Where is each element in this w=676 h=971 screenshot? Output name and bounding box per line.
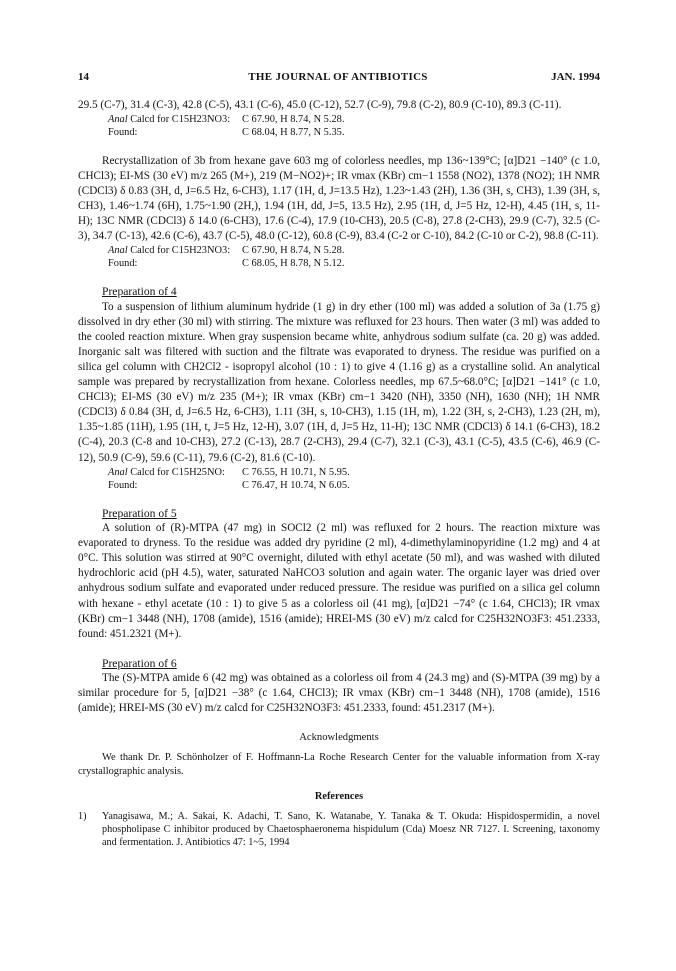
article-body <box>78 98 600 850</box>
elemental-analysis-3a <box>78 113 600 139</box>
section-heading-6: Preparation of 6 <box>102 656 177 670</box>
anal-label: Anal <box>108 245 128 257</box>
references-heading: References <box>314 790 364 802</box>
elemental-analysis-4 <box>78 466 600 492</box>
reference-item <box>78 810 600 850</box>
anal-calcd-label: Calcd for C15H25NO: <box>130 466 225 478</box>
anal-calcd-values: C 67.90, H 8.74, N 5.28. <box>242 245 345 257</box>
elemental-analysis-3b <box>78 244 600 270</box>
continued-nmr-text: 29.5 (C-7), 31.4 (C-3), 42.8 (C-5), 43.1 (C-6), 45.0 (C-12), 52.7 (C-9), 79.8 (C-2), 80.9 (C-10), 89.3 (C-11). <box>78 99 562 111</box>
running-header <box>76 70 600 86</box>
anal-calcd-label: Calcd for C15H23NO3: <box>130 114 231 126</box>
reference-number: 1) <box>78 810 87 822</box>
anal-found-label: Found: <box>108 479 138 491</box>
anal-found-label: Found: <box>108 258 138 270</box>
acknowledgments-heading: Acknowledgments <box>299 732 379 744</box>
anal-found-values: C 68.05, H 8.78, N 5.12. <box>242 258 345 270</box>
section-heading-4: Preparation of 4 <box>102 285 177 299</box>
page-number: 14 <box>78 71 89 83</box>
anal-calcd-values: C 67.90, H 8.74, N 5.28. <box>242 114 345 126</box>
anal-found-values: C 76.47, H 10.74, N 6.05. <box>242 479 350 491</box>
anal-calcd-values: C 76.55, H 10.71, N 5.95. <box>242 466 350 478</box>
anal-label: Anal <box>108 114 128 126</box>
paragraph-3b: Recrystallization of 3b from hexane gave 603 mg of colorless needles, mp 136~139°C; [α]D21 −140° (c 1.0, CHCl3); EI-MS (30 eV) m/z 265 (M+), 219 (M−NO2)+; IR νmax (KBr) cm−1 1558 (NO2), 1378 (NO2); 1H NMR (CDCl3) δ 0.83 (3H, d, J=6.5 Hz, 6-CH3), 1.17 (1H, d, J=13.5 Hz), 1.23~1.43 (2H), 1.36 (3H, s, CH3), 1.39 (3H, s, CH3), 1.46~1.74 (6H), 1.75~1.90 (2H,), 1.94 (1H, dd, J=5, 13.5 Hz), 2.95 (1H, d, J=5 Hz, 12-H), 4.45 (1H, s, 11-H); 13C NMR (CDCl3) δ 14.0 (6-CH3), 17.6 (C-4), 17.9 (10-CH3), 20.5 (C-8), 27.8 (2-CH3), 29.9 (C-7), 32.5 (C-3), 34.7 (C-13), 42.6 (C-6), 43.7 (C-5), 48.0 (C-12), 60.8 (C-9), 83.4 (C-2 or C-10), 84.2 (C-10 or C-2), 98.8 (C-11). <box>78 154 600 242</box>
paragraph-preparation-5: A solution of (R)-MTPA (47 mg) in SOCl2 (2 ml) was refluxed for 2 hours. The reaction mixture was evaporated to dryness. To the residue was added dry pyridine (2 ml), 4-dimethylaminopyridine (1.2 mg) and 4 at 0°C. This solution was stirred at 90°C overnight, diluted with ethyl acetate (50 ml), and was washed with diluted hydrochloric acid (pH 4.5), water, saturated NaHCO3 solution and again water. The organic layer was dried over anhydrous sodium sulfate and evaporated under reduced pressure. The residue was purified on a silica gel column with hexane - ethyl acetate (10 : 1) to give 5 as a colorless oil (41 mg), [α]D21 −74° (c 1.64, CHCl3); IR νmax (KBr) cm−1 3448 (NH), 1708 (amide), 1516 (amide); HREI-MS (30 eV) m/z calcd for C25H32NO3F3: 451.2333, found: 451.2321 (M+). <box>78 522 600 640</box>
anal-label: Anal <box>108 466 128 478</box>
anal-found-values: C 68.04, H 8.77, N 5.35. <box>242 127 345 139</box>
acknowledgments-text: We thank Dr. P. Schönholzer of F. Hoffmann-La Roche Research Center for the valuable information from X-ray crystallographic analysis. <box>78 752 600 777</box>
paragraph-preparation-6: The (S)-MTPA amide 6 (42 mg) was obtained as a colorless oil from 4 (24.3 mg) and (S)-MTPA (39 mg) by a similar procedure for 5, [α]D21 −38° (c 1.64, CHCl3); IR νmax (KBr) cm−1 3448 (NH), 1708 (amide), 1516 (amide); HREI-MS (30 eV) m/z calcd for C25H32NO3F3: 451.2333, found: 451.2317 (M+). <box>78 671 600 715</box>
paragraph-preparation-4: To a suspension of lithium aluminum hydride (1 g) in dry ether (100 ml) was added a solution of 3a (1.75 g) dissolved in dry ether (30 ml) with stirring. The mixture was refluxed for 23 hours. Then water (3 ml) was added to the cooled reaction mixture. When gray suspension became white, anhydrous sodium sulfate (ca. 20 g) was added. Inorganic salt was filtered with suction and the filtrate was evaporated to dryness. The residue was purified on a silica gel column with CH2Cl2 - isopropyl alcohol (10 : 1) to give 4 (1.16 g) as a crystalline solid. An analytical sample was prepared by recrystallization from hexane. Colorless needles, mp 67.5~68.0°C; [α]D21 −141° (c 1.0, CHCl3); EI-MS (30 eV) m/z 235 (M+); IR νmax (KBr) cm−1 3420 (NH), 3350 (NH), 1630 (NH); 1H NMR (CDCl3) δ 0.84 (3H, d, J=6.5 Hz, 6-CH3), 1.11 (3H, s, 10-CH3), 1.15 (1H, m), 1.22 (3H, s, 2-CH3), 1.23 (2H, m), 1.35~1.85 (11H), 1.95 (1H, t, J=5 Hz, 12-H), 3.07 (1H, d, J=5 Hz, 11-H); 13C NMR (CDCl3) δ 14.1 (6-CH3), 18.2 (C-4), 20.3 (C-8 and 10-CH3), 27.2 (C-13), 28.7 (2-CH3), 29.4 (C-7), 32.1 (C-3), 43.1 (C-5), 43.5 (C-6), 46.9 (C-12), 50.9 (C-9), 59.6 (C-11), 79.6 (C-2), 81.6 (C-10). <box>78 300 600 464</box>
anal-calcd-label: Calcd for C15H23NO3: <box>130 245 231 257</box>
journal-title: THE JOURNAL OF ANTIBIOTICS <box>248 71 428 83</box>
issue-date: JAN. 1994 <box>551 71 600 83</box>
reference-text: Yanagisawa, M.; A. Sakai, K. Adachi, T. Sano, K. Watanabe, Y. Tanaka & T. Okuda: Hispidospermidin, a novel phospholipase C inhibitor produced by Chaetosphaeronema hispidulum (Cda) Moesz NR 7127. I. Screening, taxonomy and fermentation. J. Antibiotics 47: 1~5, 1994 <box>102 810 600 849</box>
anal-found-label: Found: <box>108 127 138 139</box>
section-heading-5: Preparation of 5 <box>102 507 177 520</box>
